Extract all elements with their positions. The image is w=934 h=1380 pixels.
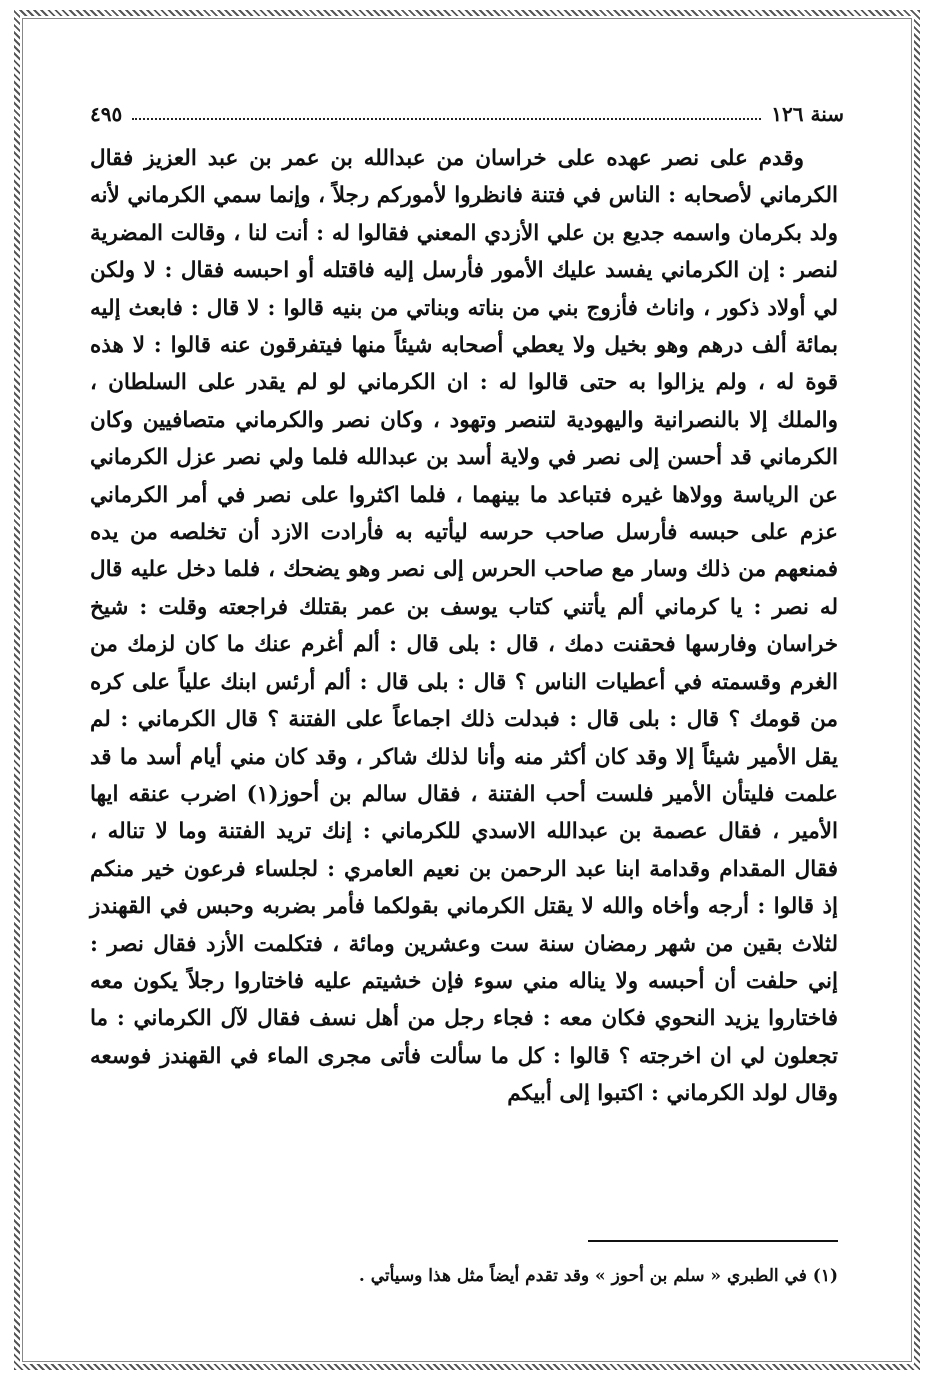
body-paragraph: وقدم على نصر عهده على خراسان من عبدالله بن عمر بن عبد العزيز فقال الكرماني لأصحابه : الناس في فتنة فانظروا لأموركم رجلاً ، وإنما سمي الكرماني لأنه ولد بكرمان واسمه جديع بن علي الأزدي المعني فقالوا له : أنت لنا ، وقالت المضرية لنصر : إن الكرماني يفسد عليك الأمور فأرسل إليه فاقتله أو احبسه فقال : لا ولكن لي أولاد ذكور ، واناث فأزوج بني من بناته وبناتي من بنيه قالوا : لا قال : فابعث إليه بمائة ألف درهم وهو بخيل ولا يعطي أصحابه شيئاً منها فيتفرقون عنه قالوا : لا هذه قوة له ، ولم يزالوا به حتى قالوا له : ان الكرماني لو لم يقدر على السلطان ، والملك إلا بالنصرانية واليهودية لتنصر وتهود ، وكان نصر والكرماني متصافيين وكان الكرماني قد أحسن إلى نصر في ولاية أسد بن عبدالله فلما ولي نصر عزل الكرماني عن الرياسة وولاها غيره فتباعد ما بينهما ، فلما اكثروا على نصر في أمر الكرماني عزم على حبسه فأرسل صاحب حرسه ليأتيه به فأرادت الازد أن تخلصه من يده فمنعهم من ذلك وسار مع صاحب الحرس إلى نصر وهو يضحك ، فلما دخل عليه قال له نصر : يا كرماني ألم يأتني كتاب يوسف بن عمر بقتلك فراجعته وقلت : شيخ خراسان وفارسها فحقنت دمك ، قال : بلى قال : ألم أغرم عنك ما كان لزمك من الغرم وقسمته في أعطيات الناس ؟ قال : بلى قال : ألم أرئس ابنك علياً على كره من قومك ؟ قال : بلى قال : فبدلت ذلك اجماعاً على الفتنة ؟ قال الكرماني : لم يقل الأمير شيئاً إلا وقد كان أكثر منه وأنا لذلك شاكر ، وقد كان مني أيام أسد ما قد علمت فليتأن الأمير فلست أحب الفتنة ، فقال سالم بن أحوز(١) اضرب عنقه ايها الأمير ، فقال عصمة بن عبدالله الاسدي للكرماني : إنك تريد الفتنة وما لا تناله ، فقال المقدام وقدامة ابنا عبد الرحمن بن نعيم العامري : لجلساء فرعون خير منكم إذ قالوا : أرجه وأخاه والله لا يقتل الكرماني بقولكما فأمر بضربه وحبس في القهندز لثلاث بقين من شهر رمضان سنة ست وعشرين ومائة ، فتكلمت الأزد فقال نصر : إني حلفت أن أحبسه ولا يناله مني سوء فإن خشيتم عليه فاختاروا رجلاً يكون معه فاختاروا يزيد النحوي فكان معه : فجاء رجل من أهل نسف فقال لآل الكرماني : ما تجعلون لي ان اخرجته ؟ قالوا : كل ما سألت فأتى مجرى الماء في القهندز فوسعه وقال لولد الكرماني : اكتبوا إلى أبيكم bbox=[90, 146, 838, 1107]
header-dotted-leader bbox=[132, 118, 761, 120]
running-header bbox=[90, 92, 844, 126]
header-year: سنة ١٢٦ bbox=[771, 102, 844, 126]
main-text bbox=[90, 140, 838, 1113]
footnote bbox=[90, 1262, 838, 1290]
page-number: ٤٩٥ bbox=[90, 102, 123, 126]
footnote-text: (١) في الطبري « سلم بن أحوز » وقد تقدم أيضاً مثل هذا وسيأتي . bbox=[358, 1266, 838, 1286]
footnote-separator bbox=[588, 1240, 838, 1242]
